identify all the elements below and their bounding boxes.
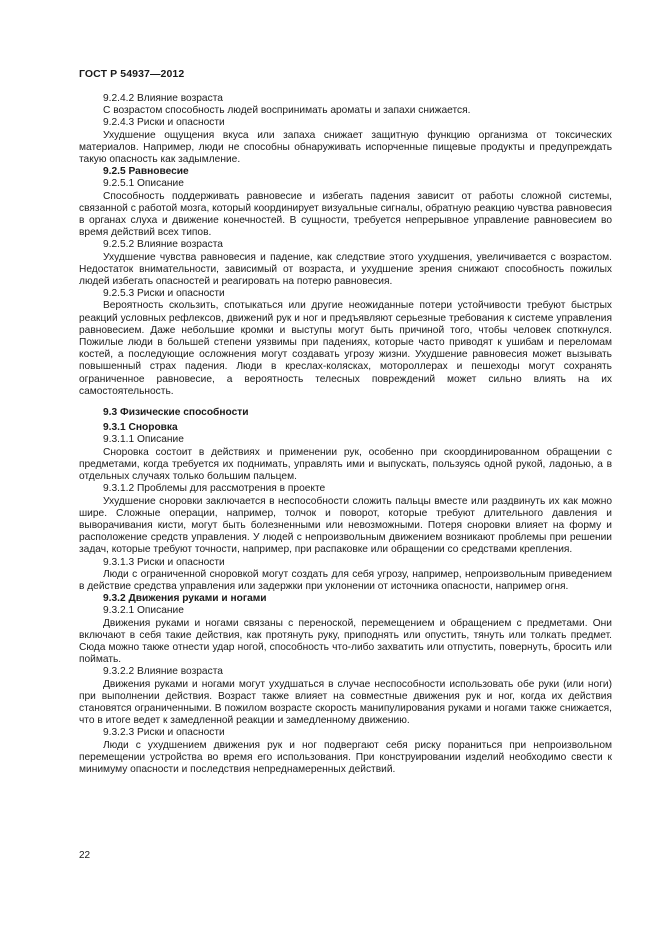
body-paragraph: Сноровка состоит в действиях и применении рук, особенно при скоординированном обращении с предметами, когда требуется их поднимать, управлять ими и выпускать, пользуясь одной рукой, ладонью, а в отдельных случаях только большим пальцем. (79, 446, 612, 483)
document-header: ГОСТ Р 54937—2012 (79, 68, 185, 80)
body-paragraph: Ухудшение ощущения вкуса или запаха снижает защитную функцию организма от токсических материалов. Например, люди не способны обнаруживать испорченные пищевые продукты и предупреждать такую опасность как задымление. (79, 129, 612, 166)
body-paragraph: С возрастом способность людей воспринимать ароматы и запахи снижается. (103, 105, 471, 117)
body-paragraph: Люди с ухудшением движения рук и ног подвергают себя риску пораниться при непроизвольном перемещении устройства во время его использования. При конструировании изделий необходимо свести к минимуму опасности и последствия непреднамеренных действий. (79, 739, 612, 775)
clause-heading: 9.2.5.1 Описание (103, 178, 184, 190)
subsection-heading: 9.3.2 Движения руками и ногами (103, 593, 267, 605)
body-paragraph: Движения руками и ногами связаны с переноской, перемещением и обращением с предметами. Они включают в себя такие действия, как протянуть руку, приподнять или опустить, тянуть или толкать предмет. Сюда можно также отнести удар ногой, способность что-либо захватить или отпустить, повернуть, бросить или поймать. (79, 617, 612, 666)
body-paragraph: Способность поддерживать равновесие и избегать падения зависит от работы сложной системы, связанной с работой мозга, который координирует визуальные сигналы, обратную реакцию чувства равновесия в органах слуха и движение конечностей. В сущности, требуется непрерывное управление равновесием во время действий всех типов. (79, 190, 612, 239)
body-paragraph: Люди с ограниченной сноровкой могут создать для себя угрозу, например, непроизвольным приведением в действие средства управления или задержки при уклонении от источника опасности, например огня. (79, 568, 612, 592)
body-paragraph: Ухудшение чувства равновесия и падение, как следствие этого ухудшения, увеличивается с возрастом. Недостаток внимательности, зависимый от возраста, и ухудшение зрения снижают способность пожилых людей избегать опасностей и реагировать на потерю равновесия. (79, 251, 612, 288)
subsection-heading: 9.3.1 Сноровка (103, 422, 178, 434)
clause-heading: 9.2.4.2 Влияние возраста (103, 93, 223, 104)
document-body (79, 93, 612, 776)
clause-heading: 9.2.5.3 Риски и опасности (103, 288, 225, 300)
body-paragraph: Движения руками и ногами могут ухудшаться в случае неспособности использовать обе руки (или ноги) при выполнении действия. Возраст также влияет на совместные движения рук и ног, когда их действия становятся ограниченными. В пожилом возрасте скорость манипулирования руками и ногами также снижается, что в итоге ведет к замедленной реакции и замедленному движению. (79, 678, 612, 727)
clause-heading: 9.3.1.2 Проблемы для рассмотрения в проекте (103, 483, 326, 495)
clause-heading: 9.3.2.3 Риски и опасности (103, 727, 225, 739)
section-heading: 9.3 Физические способности (103, 407, 249, 419)
clause-heading: 9.2.5.2 Влияние возраста (103, 239, 223, 251)
clause-heading: 9.2.4.3 Риски и опасности (103, 117, 225, 129)
clause-heading: 9.3.1.3 Риски и опасности (103, 556, 225, 568)
clause-heading: 9.3.1.1 Описание (103, 434, 184, 446)
clause-heading: 9.3.2.1 Описание (103, 605, 184, 617)
body-paragraph: Вероятность скользить, спотыкаться или другие неожиданные потери устойчивости требуют быстрых реакций условных рефлексов, движений рук и ног и предъявляют серьезные требования к системе управления равновесием. Даже небольшие кромки и выступы могут быть причиной того, чтобы человек споткнулся. Пожилые люди в большей степени уязвимы при падениях, которые часто приводят к ушибам и переломам костей, а последующие осложнения могут создавать угрозу жизни. Ухудшение равновесия может вызывать повышенный страх падения. Люди в креслах-колясках, мотороллерах и пешеходы могут сохранять ограниченное равновесие, а вероятность телесных повреждений может сильно влиять на их самостоятельность. (79, 300, 612, 397)
subsection-heading: 9.2.5 Равновесие (103, 166, 189, 178)
body-paragraph: Ухудшение сноровки заключается в неспособности сложить пальцы вместе или раздвинуть их как можно шире. Сложные операции, например, толчок и поворот, которые требуют длительного давления и выворачивания кисти, могут быть болезненными или невозможными. Потеря сноровки влияет на форму и расположение средств управления. У людей с непроизвольным движением возникают проблемы при решении задач, которые требуют точности, например, при распаковке или обращении со средствами крепления. (79, 495, 612, 556)
page-number: 22 (79, 850, 91, 861)
clause-heading: 9.3.2.2 Влияние возраста (103, 666, 223, 678)
